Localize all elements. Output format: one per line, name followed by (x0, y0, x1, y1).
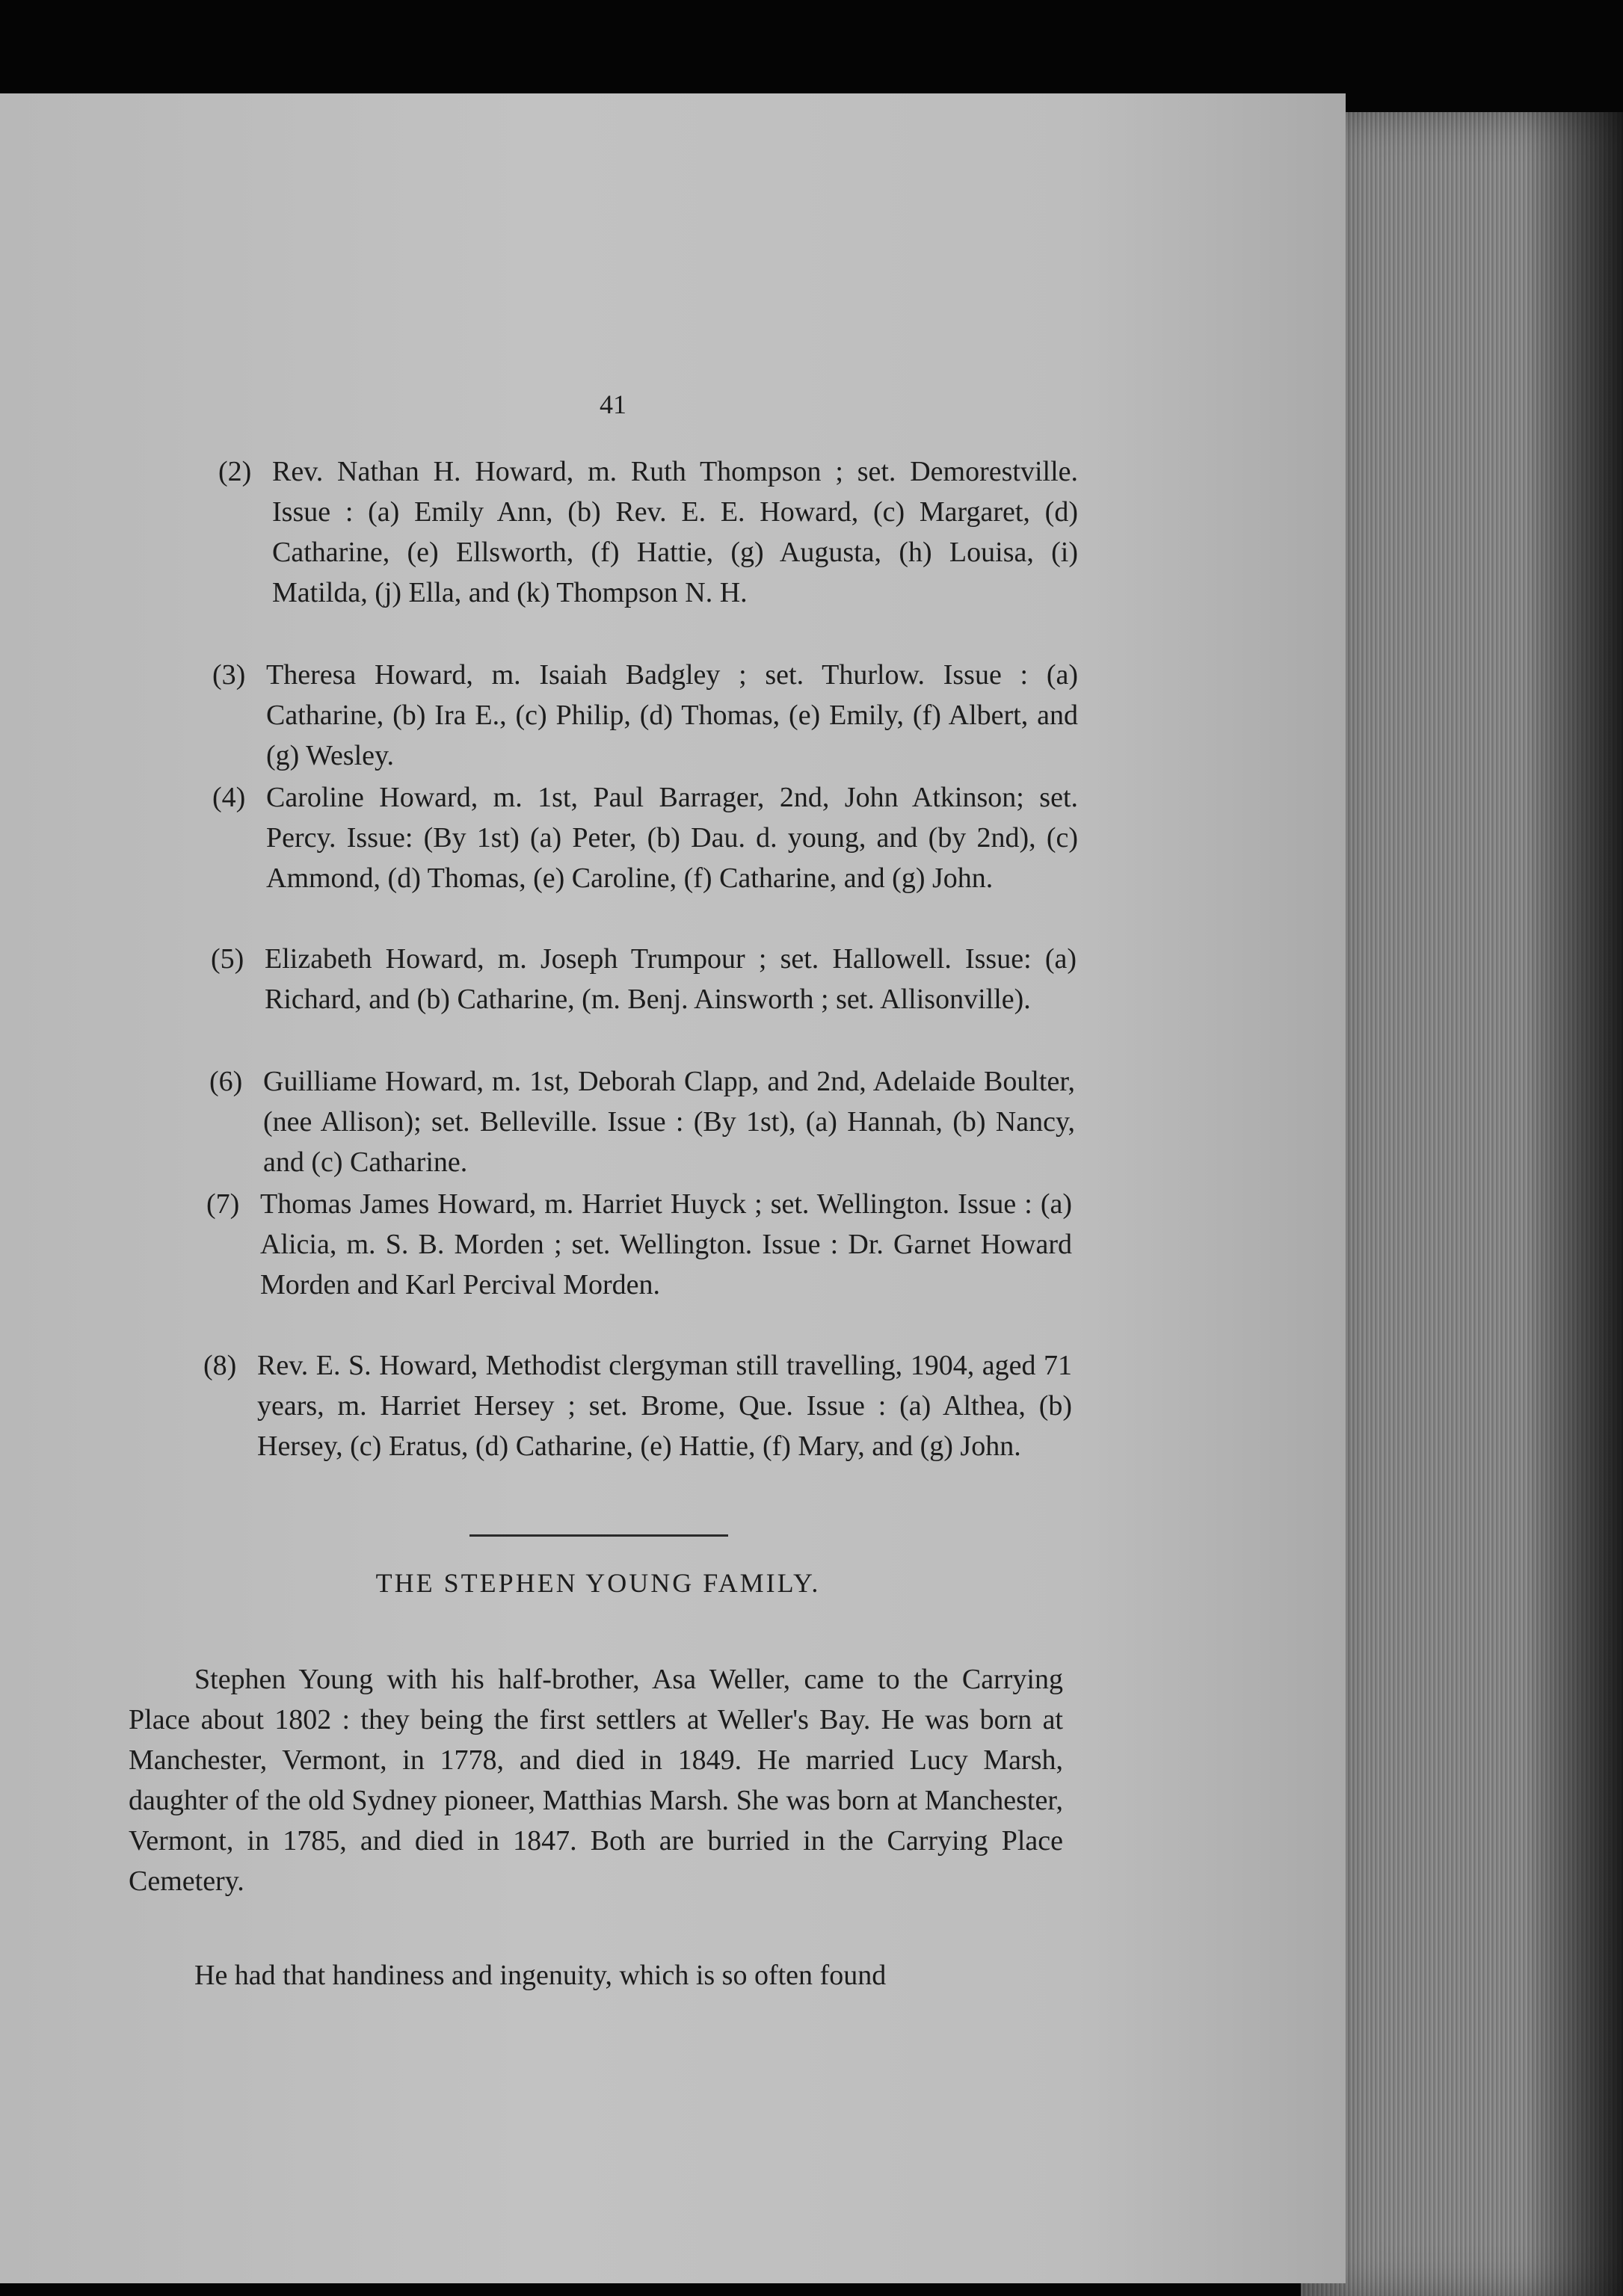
entry-text: Rev. Nathan H. Howard, m. Ruth Thompson ; set. Demorestville. Issue : (a) Emily Ann, (b) Rev. E. E. Howard, (c) Margaret, (d) Catharine, (e) Ellsworth, (f) Hattie, (g) Augusta, (h) Louisa, (i) Matilda, (j) Ella, and (k) Thompson N. H. (272, 456, 1078, 608)
entry-text: Thomas James Howard, m. Harriet Huyck ; set. Wellington. Issue : (a) Alicia, m. S. B. Morden ; set. Wellington. Issue : Dr. Garnet Howard Morden and Karl Percival Morden. (260, 1188, 1072, 1300)
entry-text: Caroline Howard, m. 1st, Paul Barrager, 2nd, John Atkinson; set. Percy. Issue: (By 1st) (a) Peter, (b) Dau. d. young, and (by 2nd), (c) Ammond, (d) Thomas, (e) Caroline, (f) Catharine, and (g) John. (266, 782, 1078, 894)
entry-7 (206, 1184, 1074, 1345)
entry-number: (7) (206, 1188, 240, 1220)
entry-3 (212, 655, 1078, 776)
entry-text: Guilliame Howard, m. 1st, Deborah Clapp, and 2nd, Adelaide Boulter, (nee Allison); set. Belleville. Issue : (By 1st), (a) Hannah, (b) Nancy, and (c) Catharine. (263, 1066, 1075, 1178)
entry-8 (203, 1345, 1072, 1507)
entry-2 (218, 451, 1078, 653)
section-divider (469, 1534, 728, 1537)
entry-text: Theresa Howard, m. Isaiah Badgley ; set. Thurlow. Issue : (a) Catharine, (b) Ira E., (c) Philip, (d) Thomas, (e) Emily, (f) Albert, and (g) Wesley. (266, 659, 1078, 771)
entry-4 (212, 777, 1078, 939)
entry-text: Rev. E. S. Howard, Methodist clergyman still travelling, 1904, aged 71 years, m. Harriet Hersey ; set. Brome, Que. Issue : (a) Althea, (b) Hersey, (c) Eratus, (d) Catharine, (e) Hattie, (f) Mary, and (g) John. (257, 1350, 1072, 1462)
entry-text: Elizabeth Howard, m. Joseph Trumpour ; set. Hallowell. Issue: (a) Richard, and (b) Catharine, (m. Benj. Ainsworth ; set. Allisonville). (265, 943, 1077, 1015)
entry-number: (5) (211, 943, 244, 975)
entry-number: (8) (203, 1350, 237, 1381)
paragraph-2: He had that handiness and ingenuity, which is so often found (194, 1960, 887, 1991)
book-shadow (1525, 112, 1623, 2296)
entry-number: (6) (209, 1066, 243, 1097)
entry-number: (4) (212, 782, 246, 813)
entry-6 (209, 1061, 1077, 1182)
entry-5 (211, 939, 1078, 1060)
entry-number: (2) (218, 456, 252, 487)
entry-number: (3) (212, 659, 246, 691)
paragraph-1: Stephen Young with his half-brother, Asa Weller, came to the Carrying Place about 1802 : they being the first settlers at Weller's Bay. He was born at Manchester, Vermont, in 1778, and died in 1849. He married Lucy Marsh, daughter of the old Sydney pioneer, Matthias Marsh. She was born at Manchester, Vermont, in 1785, and died in 1847. Both are burried in the Carrying Place Cemetery. (129, 1664, 1063, 1897)
section-title: THE STEPHEN YOUNG FAMILY. (375, 1568, 821, 1598)
page-number: 41 (600, 389, 626, 419)
